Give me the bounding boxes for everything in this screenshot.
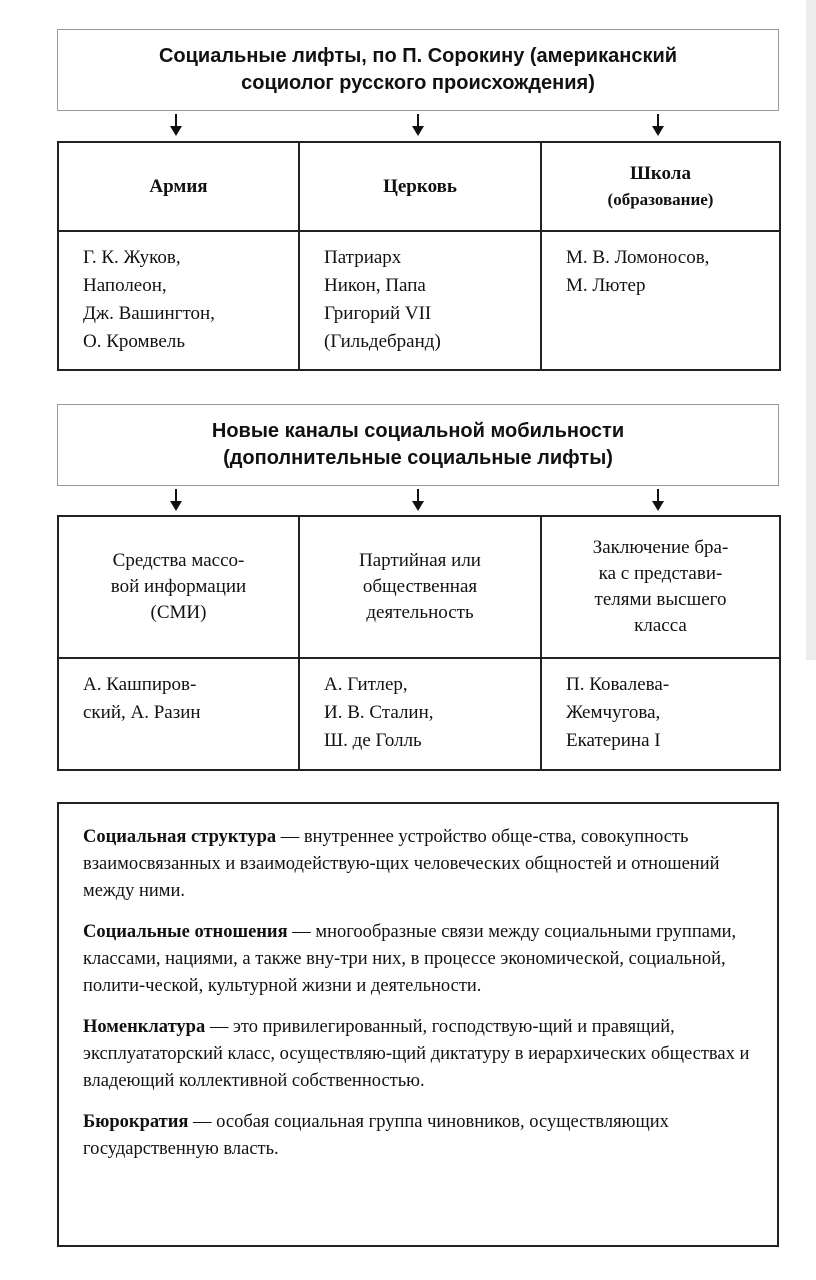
header-line-2: социолог русского происхождения) [241, 72, 595, 94]
name-line: Г. К. Жуков, [83, 247, 181, 268]
name-line: М. В. Ломоносов, [566, 247, 710, 268]
column-head-school [541, 142, 780, 231]
name-line: И. В. Сталин, [324, 702, 434, 723]
definition-nomenclature [83, 1014, 755, 1095]
names-army [58, 231, 299, 370]
name-line: Патриарх [324, 247, 402, 268]
definition-text: — многообразные связи между социальными группами, классами, нациями, а также вну-три них, в процессе экономической, социальной, полити-ческой, культурной жизни и деятельности. [83, 922, 737, 996]
sorokin-lifts-table [57, 141, 781, 371]
names-marriage [541, 658, 780, 770]
name-line: Наполеон, [83, 275, 167, 296]
scrollbar-track[interactable] [806, 0, 816, 660]
definition-social-structure [83, 824, 755, 905]
header-line-1: Новые каналы социальной мобильности [211, 420, 625, 442]
name-line: (Гильдебранд) [324, 331, 441, 352]
name-line: Жемчугова, [566, 702, 661, 723]
head-line: (образование) [607, 189, 714, 209]
definition-text: — это привилегированный, господствую-щий и правящий, эксплуататорский класс, осуществляю-щий диктатуру в иерархических обществах и владеющий коллективной собственностью. [83, 1017, 750, 1091]
header-line-2: (дополнительные социальные лифты) [223, 447, 613, 469]
head-line: Партийная или [359, 550, 481, 571]
definitions-box [57, 802, 779, 1247]
definition-social-relations [83, 919, 755, 1000]
name-line: ский, А. Разин [83, 702, 201, 723]
head-line: Средства массо- [112, 550, 245, 571]
head-line: класса [634, 615, 687, 636]
name-line: Никон, Папа [324, 275, 426, 296]
head-line: вой информации [110, 576, 247, 597]
name-line: Григорий VII [324, 303, 432, 324]
head-line: Армия [149, 175, 208, 197]
column-head-marriage [541, 516, 780, 658]
definition-term: Социальные отношения [83, 922, 288, 942]
name-line: Ш. де Голль [324, 730, 422, 751]
name-line: О. Кромвель [83, 331, 185, 352]
head-line: Школа [630, 162, 691, 184]
head-line: (СМИ) [150, 602, 207, 623]
header-line-1: Социальные лифты, по П. Сорокину (американский [158, 45, 678, 67]
column-head-army [58, 142, 299, 231]
name-line: П. Ковалева- [566, 674, 670, 695]
definition-text: — особая социальная группа чиновников, осуществляющих государственную власть. [83, 1112, 669, 1159]
name-line: Екатерина I [566, 730, 661, 751]
column-head-media [58, 516, 299, 658]
head-line: ка с представи- [598, 563, 723, 584]
names-media [58, 658, 299, 770]
definition-term: Номенклатура [83, 1017, 206, 1037]
head-line: общественная [362, 576, 478, 597]
column-head-party [299, 516, 541, 658]
definition-term: Бюрократия [83, 1112, 189, 1132]
column-head-church [299, 142, 541, 231]
names-party [299, 658, 541, 770]
head-line: Церковь [383, 175, 457, 197]
definition-bureaucracy [83, 1109, 755, 1163]
new-channels-table [57, 515, 781, 771]
name-line: М. Лютер [566, 275, 646, 296]
head-line: телями высшего [594, 589, 727, 610]
head-line: Заключение бра- [592, 537, 729, 558]
name-line: Дж. Вашингтон, [83, 303, 215, 324]
new-channels-header [57, 404, 779, 486]
name-line: А. Кашпиров- [83, 674, 197, 695]
names-school [541, 231, 780, 370]
head-line: деятельность [366, 602, 474, 623]
names-church [299, 231, 541, 370]
definition-text: — внутреннее устройство обще-ства, совокупность взаимосвязанных и взаимодействую-щих человеческих общностей и отношений между ними. [83, 827, 720, 901]
sorokin-lifts-header [57, 29, 779, 111]
name-line: А. Гитлер, [324, 674, 408, 695]
definition-term: Социальная структура [83, 827, 277, 847]
